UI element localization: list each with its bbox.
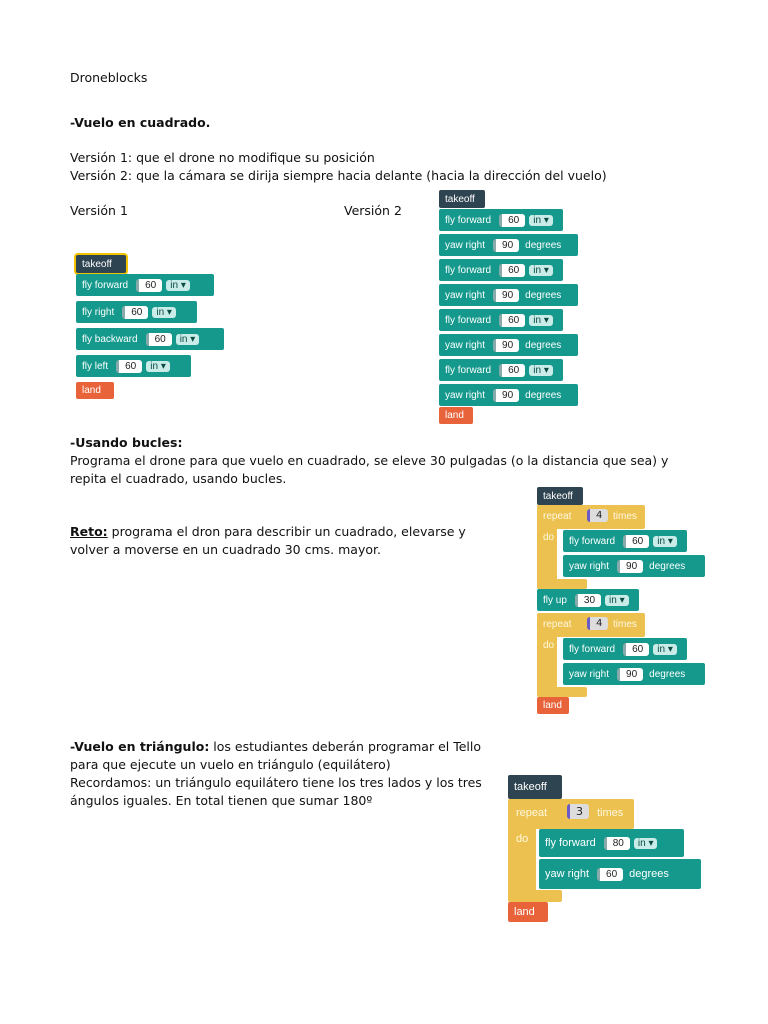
block-label: fly right (82, 306, 115, 318)
loops-program (535, 485, 713, 717)
block-label: yaw right (545, 868, 590, 880)
unit-dropdown[interactable]: in ▾ (529, 265, 553, 276)
repeat-label: repeat (516, 807, 548, 819)
block-label: yaw right (445, 389, 486, 401)
block-label: fly forward (569, 535, 616, 547)
land-label: land (543, 700, 562, 711)
yaw-right-block[interactable] (563, 555, 705, 577)
repeat-label: repeat (543, 511, 572, 522)
fly-forward-block[interactable] (439, 309, 563, 331)
unit-dropdown[interactable]: in ▾ (529, 215, 553, 226)
unit-dropdown[interactable]: in ▾ (653, 536, 677, 547)
fly-up-block[interactable] (537, 589, 639, 611)
unit-dropdown[interactable]: in ▾ (529, 315, 553, 326)
block-label: fly forward (445, 314, 492, 326)
block-label: fly forward (445, 364, 492, 376)
distance-input[interactable]: 60 (146, 333, 172, 346)
challenge-line1 (70, 523, 466, 541)
times-label: times (613, 619, 637, 630)
distance-input[interactable]: 30 (575, 594, 601, 607)
unit-dropdown[interactable]: in ▾ (176, 334, 200, 345)
distance-input[interactable]: 60 (623, 535, 649, 548)
fly-forward-block[interactable] (439, 259, 563, 281)
land-label: land (514, 906, 535, 918)
repeat-count-input[interactable]: 3 (567, 804, 589, 819)
version2-description: Versión 2: que la cámara se dirija siempre hacia delante (hacia la dirección del vuelo) (70, 168, 607, 183)
unit-dropdown[interactable]: in ▾ (529, 365, 553, 376)
block-label: fly left (82, 360, 109, 372)
degrees-label: degrees (525, 289, 562, 301)
land-block[interactable] (76, 382, 114, 399)
distance-input[interactable]: 60 (499, 314, 525, 327)
repeat-loop-foot (508, 890, 562, 902)
repeat-loop-2-foot (537, 687, 587, 697)
yaw-right-block[interactable] (563, 663, 705, 685)
land-block[interactable] (537, 697, 569, 714)
section-triangle-line2: para que ejecute un vuelo en triángulo (equilátero) (70, 757, 391, 772)
yaw-right-block[interactable] (439, 234, 578, 256)
version2-label: Versión 2 (344, 203, 402, 218)
block-label: yaw right (569, 668, 610, 680)
unit-dropdown[interactable]: in ▾ (653, 644, 677, 655)
degrees-label: degrees (629, 868, 669, 880)
land-label: land (445, 410, 464, 421)
distance-input[interactable]: 60 (136, 279, 162, 292)
takeoff-label: takeoff (445, 193, 475, 205)
triangle-program (505, 772, 705, 924)
fly-forward-block[interactable] (439, 359, 563, 381)
repeat-count-input[interactable]: 4 (587, 617, 608, 630)
distance-input[interactable]: 60 (116, 360, 142, 373)
block-label: yaw right (445, 239, 486, 251)
block-label: fly forward (445, 214, 492, 226)
do-label: do (543, 640, 555, 651)
angle-input[interactable]: 90 (617, 560, 643, 573)
section-loops-line2: repita el cuadrado, usando bucles. (70, 471, 287, 486)
takeoff-block[interactable] (508, 775, 562, 799)
takeoff-block[interactable] (439, 190, 485, 208)
distance-input[interactable]: 60 (122, 306, 148, 319)
block-label: yaw right (569, 560, 610, 572)
distance-input[interactable]: 80 (604, 837, 630, 850)
angle-input[interactable]: 90 (493, 389, 519, 402)
fly-left-block[interactable] (76, 355, 191, 377)
unit-dropdown[interactable]: in ▾ (605, 595, 629, 606)
version1-description: Versión 1: que el drone no modifique su posición (70, 150, 375, 165)
times-label: times (597, 807, 624, 819)
block-label: yaw right (445, 339, 486, 351)
angle-input[interactable]: 90 (617, 668, 643, 681)
version1-program (70, 250, 240, 405)
challenge-line2: volver a moverse en un cuadrado 30 cms. mayor. (70, 542, 381, 557)
fly-forward-block[interactable] (76, 274, 214, 296)
unit-dropdown[interactable]: in ▾ (166, 280, 190, 291)
degrees-label: degrees (525, 239, 562, 251)
challenge-label: Reto: (70, 524, 108, 539)
unit-dropdown[interactable]: in ▾ (146, 361, 170, 372)
takeoff-label: takeoff (82, 258, 112, 270)
distance-input[interactable]: 60 (499, 264, 525, 277)
distance-input[interactable]: 60 (499, 364, 525, 377)
takeoff-block[interactable] (537, 487, 583, 505)
fly-forward-block[interactable] (563, 638, 687, 660)
degrees-label: degrees (649, 560, 686, 572)
section-triangle-line4: ángulos iguales. En total tienen que sumar 180º (70, 793, 373, 808)
section-triangle-line3: Recordamos: un triángulo equilátero tiene los tres lados y los tres (70, 775, 482, 790)
repeat-label: repeat (543, 619, 572, 630)
block-label: fly backward (82, 333, 138, 345)
fly-forward-block[interactable] (563, 530, 687, 552)
version1-label: Versión 1 (70, 203, 128, 218)
yaw-right-block[interactable] (439, 334, 578, 356)
block-label: fly forward (569, 643, 616, 655)
yaw-right-block[interactable] (439, 384, 578, 406)
fly-backward-block[interactable] (76, 328, 224, 350)
unit-dropdown[interactable]: in ▾ (634, 838, 658, 849)
section-square-title: -Vuelo en cuadrado. (70, 115, 211, 130)
land-block[interactable] (508, 902, 548, 922)
land-block[interactable] (439, 407, 473, 424)
block-label: fly forward (545, 837, 596, 849)
degrees-label: degrees (525, 339, 562, 351)
doc-title: Droneblocks (70, 70, 148, 85)
takeoff-block[interactable] (76, 255, 126, 273)
angle-input[interactable]: 90 (493, 239, 519, 252)
section-triangle-title: -Vuelo en triángulo: (70, 739, 210, 754)
block-label: fly up (543, 594, 567, 606)
fly-forward-block[interactable] (539, 829, 684, 857)
degrees-label: degrees (649, 668, 686, 680)
times-label: times (613, 511, 637, 522)
fly-right-block[interactable] (76, 301, 197, 323)
yaw-right-block[interactable] (539, 859, 701, 889)
block-label: fly forward (445, 264, 492, 276)
section-triangle-intro: los estudiantes deberán programar el Tello (209, 739, 482, 754)
repeat-loop-1-foot (537, 579, 587, 589)
yaw-right-block[interactable] (439, 284, 578, 306)
angle-input[interactable]: 60 (597, 868, 623, 881)
section-loops-line1: Programa el drone para que vuelo en cuadrado, se eleve 30 pulgadas (o la distancia que sea) y (70, 453, 669, 468)
do-label: do (543, 532, 555, 543)
section-triangle-line1 (70, 738, 481, 756)
version2-program (437, 190, 592, 426)
distance-input[interactable]: 60 (623, 643, 649, 656)
challenge-text: programa el dron para describir un cuadrado, elevarse y (107, 524, 466, 539)
repeat-count-input[interactable]: 4 (587, 509, 608, 522)
takeoff-label: takeoff (543, 490, 573, 502)
angle-input[interactable]: 90 (493, 339, 519, 352)
takeoff-label: takeoff (514, 781, 547, 793)
unit-dropdown[interactable]: in ▾ (152, 307, 176, 318)
distance-input[interactable]: 60 (499, 214, 525, 227)
degrees-label: degrees (525, 389, 562, 401)
fly-forward-block[interactable] (439, 209, 563, 231)
do-label: do (516, 833, 529, 845)
angle-input[interactable]: 90 (493, 289, 519, 302)
block-label: yaw right (445, 289, 486, 301)
section-loops-title: -Usando bucles: (70, 435, 183, 450)
block-label: fly forward (82, 279, 129, 291)
land-label: land (82, 385, 101, 396)
